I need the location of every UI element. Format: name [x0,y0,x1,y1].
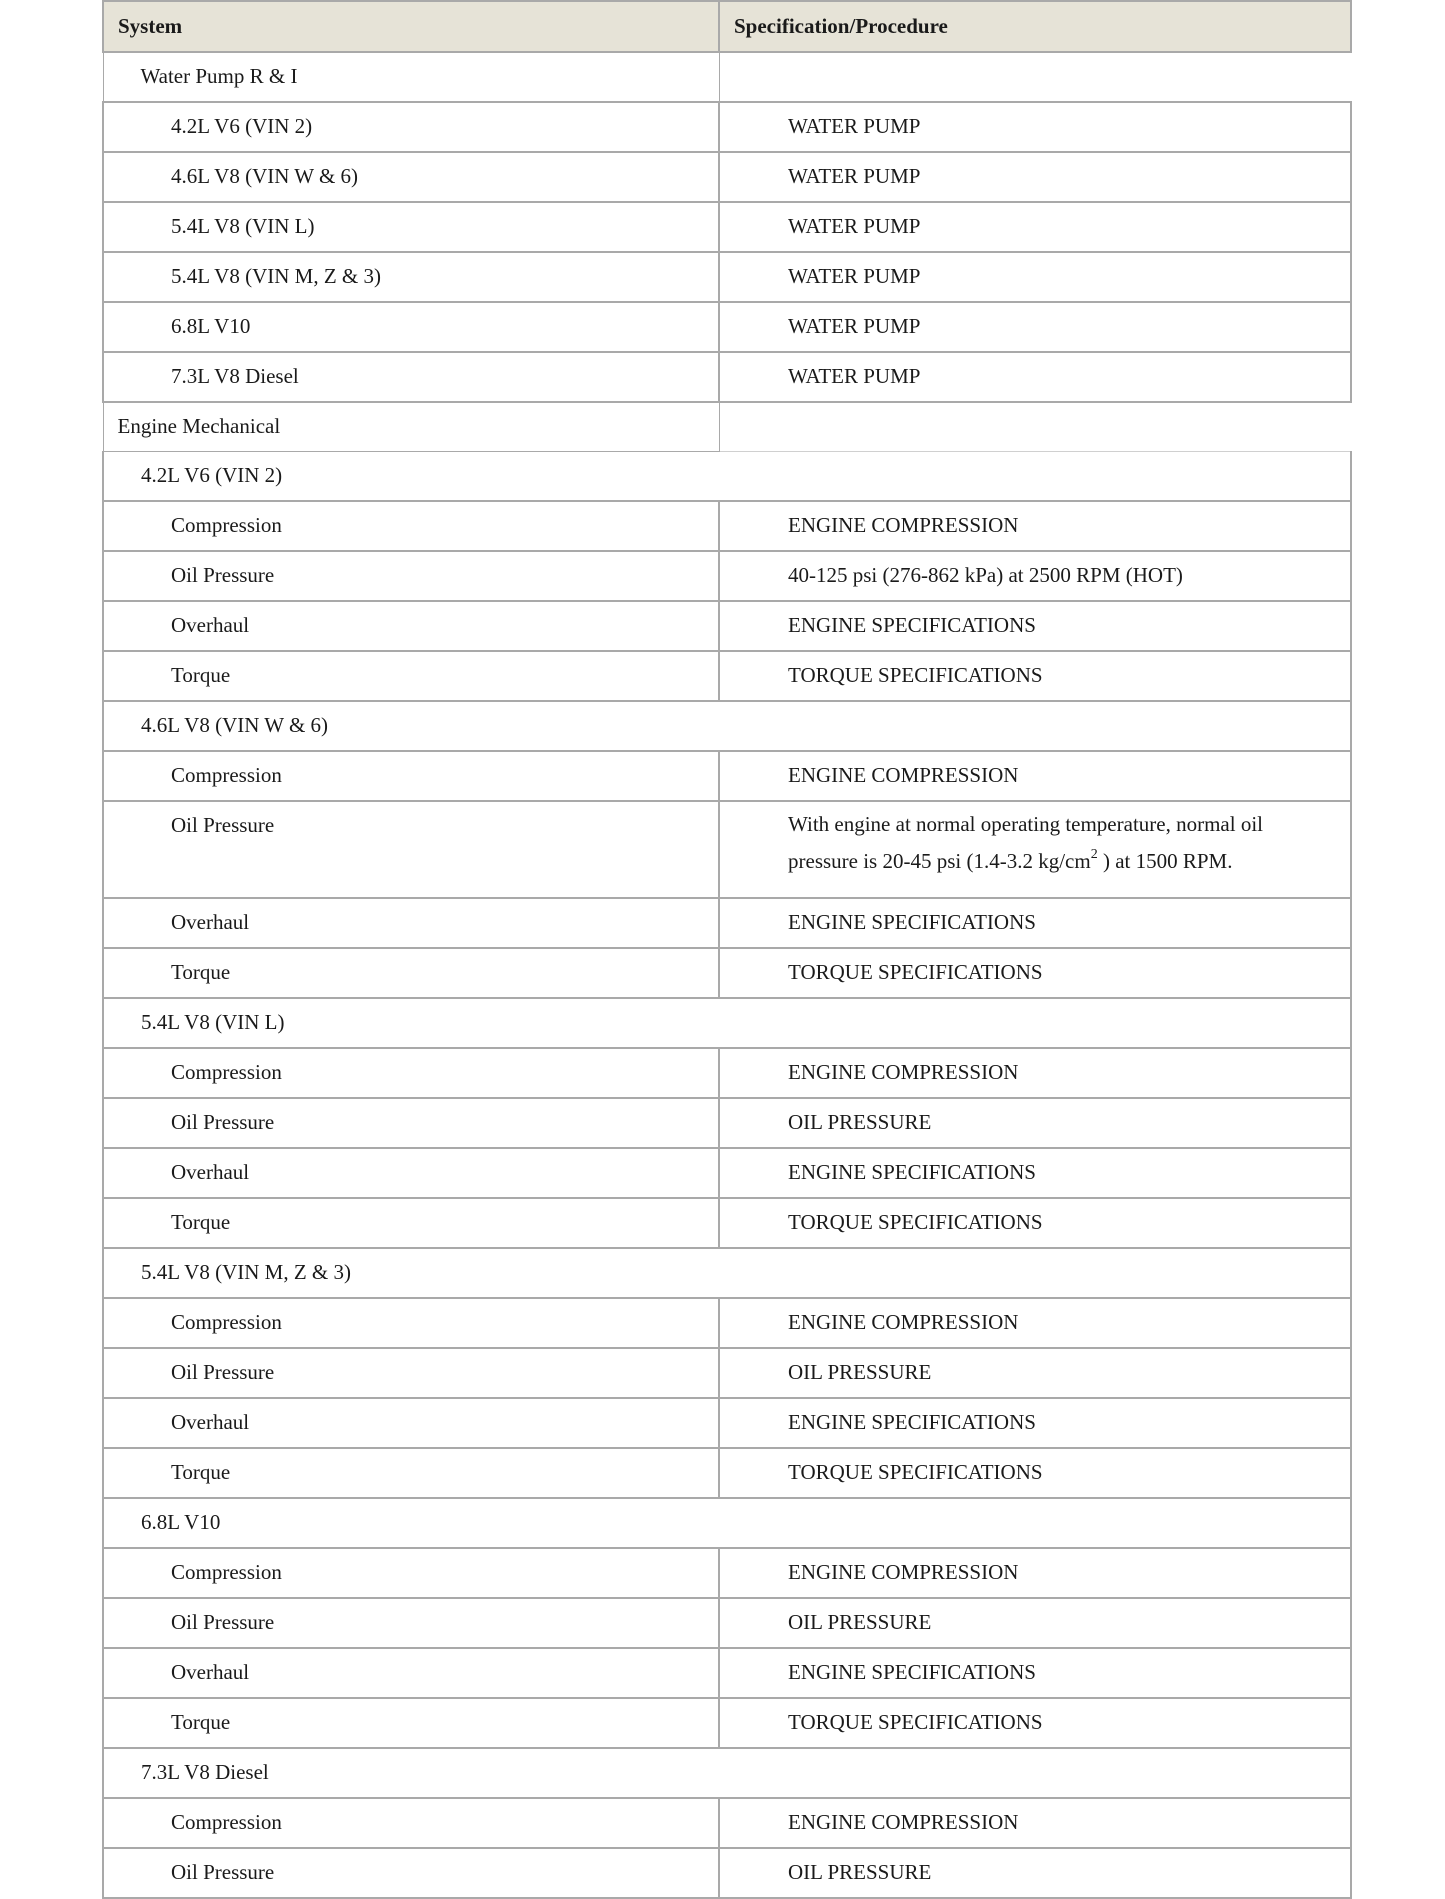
empty-cell [719,52,1351,102]
system-cell: Oil Pressure [103,801,719,898]
table-row [103,551,1351,601]
table-row [103,352,1351,402]
table-row [103,202,1351,252]
spec-cell: TORQUE SPECIFICATIONS [719,948,1351,998]
spec-cell: ENGINE COMPRESSION [719,501,1351,551]
system-cell: Overhaul [103,1398,719,1448]
system-cell: 4.2L V6 (VIN 2) [103,102,719,152]
table-row [103,1548,1351,1598]
spec-cell: ENGINE SPECIFICATIONS [719,601,1351,651]
spec-cell: OIL PRESSURE [719,1848,1351,1898]
engine-group-label: 4.6L V8 (VIN W & 6) [103,701,1351,751]
table-row [103,1598,1351,1648]
table-row [103,302,1351,352]
spec-superscript: 2 [1090,847,1098,862]
spec-column-header: Specification/Procedure [719,1,1351,52]
spec-cell: WATER PUMP [719,252,1351,302]
system-cell: Overhaul [103,1648,719,1698]
table-row [103,801,1351,898]
engine-group-row [103,452,1351,502]
engine-group-label: 6.8L V10 [103,1498,1351,1548]
spec-cell: OIL PRESSURE [719,1348,1351,1398]
system-cell: 5.4L V8 (VIN M, Z & 3) [103,252,719,302]
system-cell: Overhaul [103,1148,719,1198]
system-cell: Oil Pressure [103,551,719,601]
table-row [103,1148,1351,1198]
system-cell: Compression [103,501,719,551]
system-cell: Compression [103,1048,719,1098]
water-pump-group-label: Water Pump R & I [103,52,719,102]
system-cell: Oil Pressure [103,1598,719,1648]
table-row [103,1648,1351,1698]
table-row [103,898,1351,948]
system-cell: 6.8L V10 [103,302,719,352]
spec-cell [719,801,1351,898]
system-cell: Compression [103,1298,719,1348]
spec-cell: ENGINE SPECIFICATIONS [719,898,1351,948]
table-row [103,751,1351,801]
spec-cell: OIL PRESSURE [719,1598,1351,1648]
table-row [103,1298,1351,1348]
table-row [103,152,1351,202]
engine-mechanical-section-row [103,402,1351,452]
table-row [103,1098,1351,1148]
spec-cell: ENGINE COMPRESSION [719,1798,1351,1848]
table-row [103,1348,1351,1398]
system-cell: Compression [103,751,719,801]
spec-cell: WATER PUMP [719,102,1351,152]
spec-cell: 40-125 psi (276-862 kPa) at 2500 RPM (HOT) [719,551,1351,601]
spec-text-end: ) at 1500 RPM. [1097,849,1233,873]
spec-cell: TORQUE SPECIFICATIONS [719,1448,1351,1498]
table-row [103,601,1351,651]
spec-cell: ENGINE COMPRESSION [719,1298,1351,1348]
engine-group-label: 5.4L V8 (VIN M, Z & 3) [103,1248,1351,1298]
section-label: Engine Mechanical [103,402,719,452]
table-row [103,501,1351,551]
spec-cell: ENGINE SPECIFICATIONS [719,1148,1351,1198]
system-cell: Torque [103,651,719,701]
empty-cell [719,402,1351,452]
spec-cell: WATER PUMP [719,152,1351,202]
system-cell: Compression [103,1798,719,1848]
spec-cell: WATER PUMP [719,202,1351,252]
table-row [103,1198,1351,1248]
engine-group-row [103,998,1351,1048]
table-row [103,1698,1351,1748]
spec-cell: WATER PUMP [719,302,1351,352]
engine-group-label: 4.2L V6 (VIN 2) [103,452,1351,502]
system-cell: Oil Pressure [103,1098,719,1148]
spec-cell: ENGINE COMPRESSION [719,751,1351,801]
system-cell: Overhaul [103,601,719,651]
table-row [103,252,1351,302]
table-header-row [103,1,1351,52]
spec-cell: ENGINE SPECIFICATIONS [719,1398,1351,1448]
table-row [103,1848,1351,1898]
system-cell: Torque [103,948,719,998]
table-row [103,1448,1351,1498]
system-column-header: System [103,1,719,52]
table-row [103,102,1351,152]
water-pump-group-row [103,52,1351,102]
spec-cell: TORQUE SPECIFICATIONS [719,1698,1351,1748]
spec-cell: WATER PUMP [719,352,1351,402]
spec-cell: TORQUE SPECIFICATIONS [719,1198,1351,1248]
spec-cell: ENGINE COMPRESSION [719,1548,1351,1598]
system-cell: 5.4L V8 (VIN L) [103,202,719,252]
system-cell: Compression [103,1548,719,1598]
spec-cell: ENGINE COMPRESSION [719,1048,1351,1098]
engine-group-row [103,701,1351,751]
spec-cell: TORQUE SPECIFICATIONS [719,651,1351,701]
table-row [103,1798,1351,1848]
system-cell: Overhaul [103,898,719,948]
system-cell: Oil Pressure [103,1348,719,1398]
engine-group-row [103,1748,1351,1798]
system-cell: 7.3L V8 Diesel [103,352,719,402]
engine-group-row [103,1498,1351,1548]
engine-group-row [103,1248,1351,1298]
spec-text: With engine at normal operating temperature, normal oil pressure is 20-45 psi (1.4-3.2 kg/cm [788,812,1263,873]
system-cell: Torque [103,1198,719,1248]
table-row [103,1048,1351,1098]
system-cell: Torque [103,1448,719,1498]
table-row [103,1398,1351,1448]
system-cell: Oil Pressure [103,1848,719,1898]
table-row [103,651,1351,701]
table-row [103,948,1351,998]
engine-group-label: 7.3L V8 Diesel [103,1748,1351,1798]
system-cell: 4.6L V8 (VIN W & 6) [103,152,719,202]
system-cell: Torque [103,1698,719,1748]
engine-group-label: 5.4L V8 (VIN L) [103,998,1351,1048]
spec-cell: OIL PRESSURE [719,1098,1351,1148]
spec-cell: ENGINE SPECIFICATIONS [719,1648,1351,1698]
spec-table [102,0,1352,1899]
